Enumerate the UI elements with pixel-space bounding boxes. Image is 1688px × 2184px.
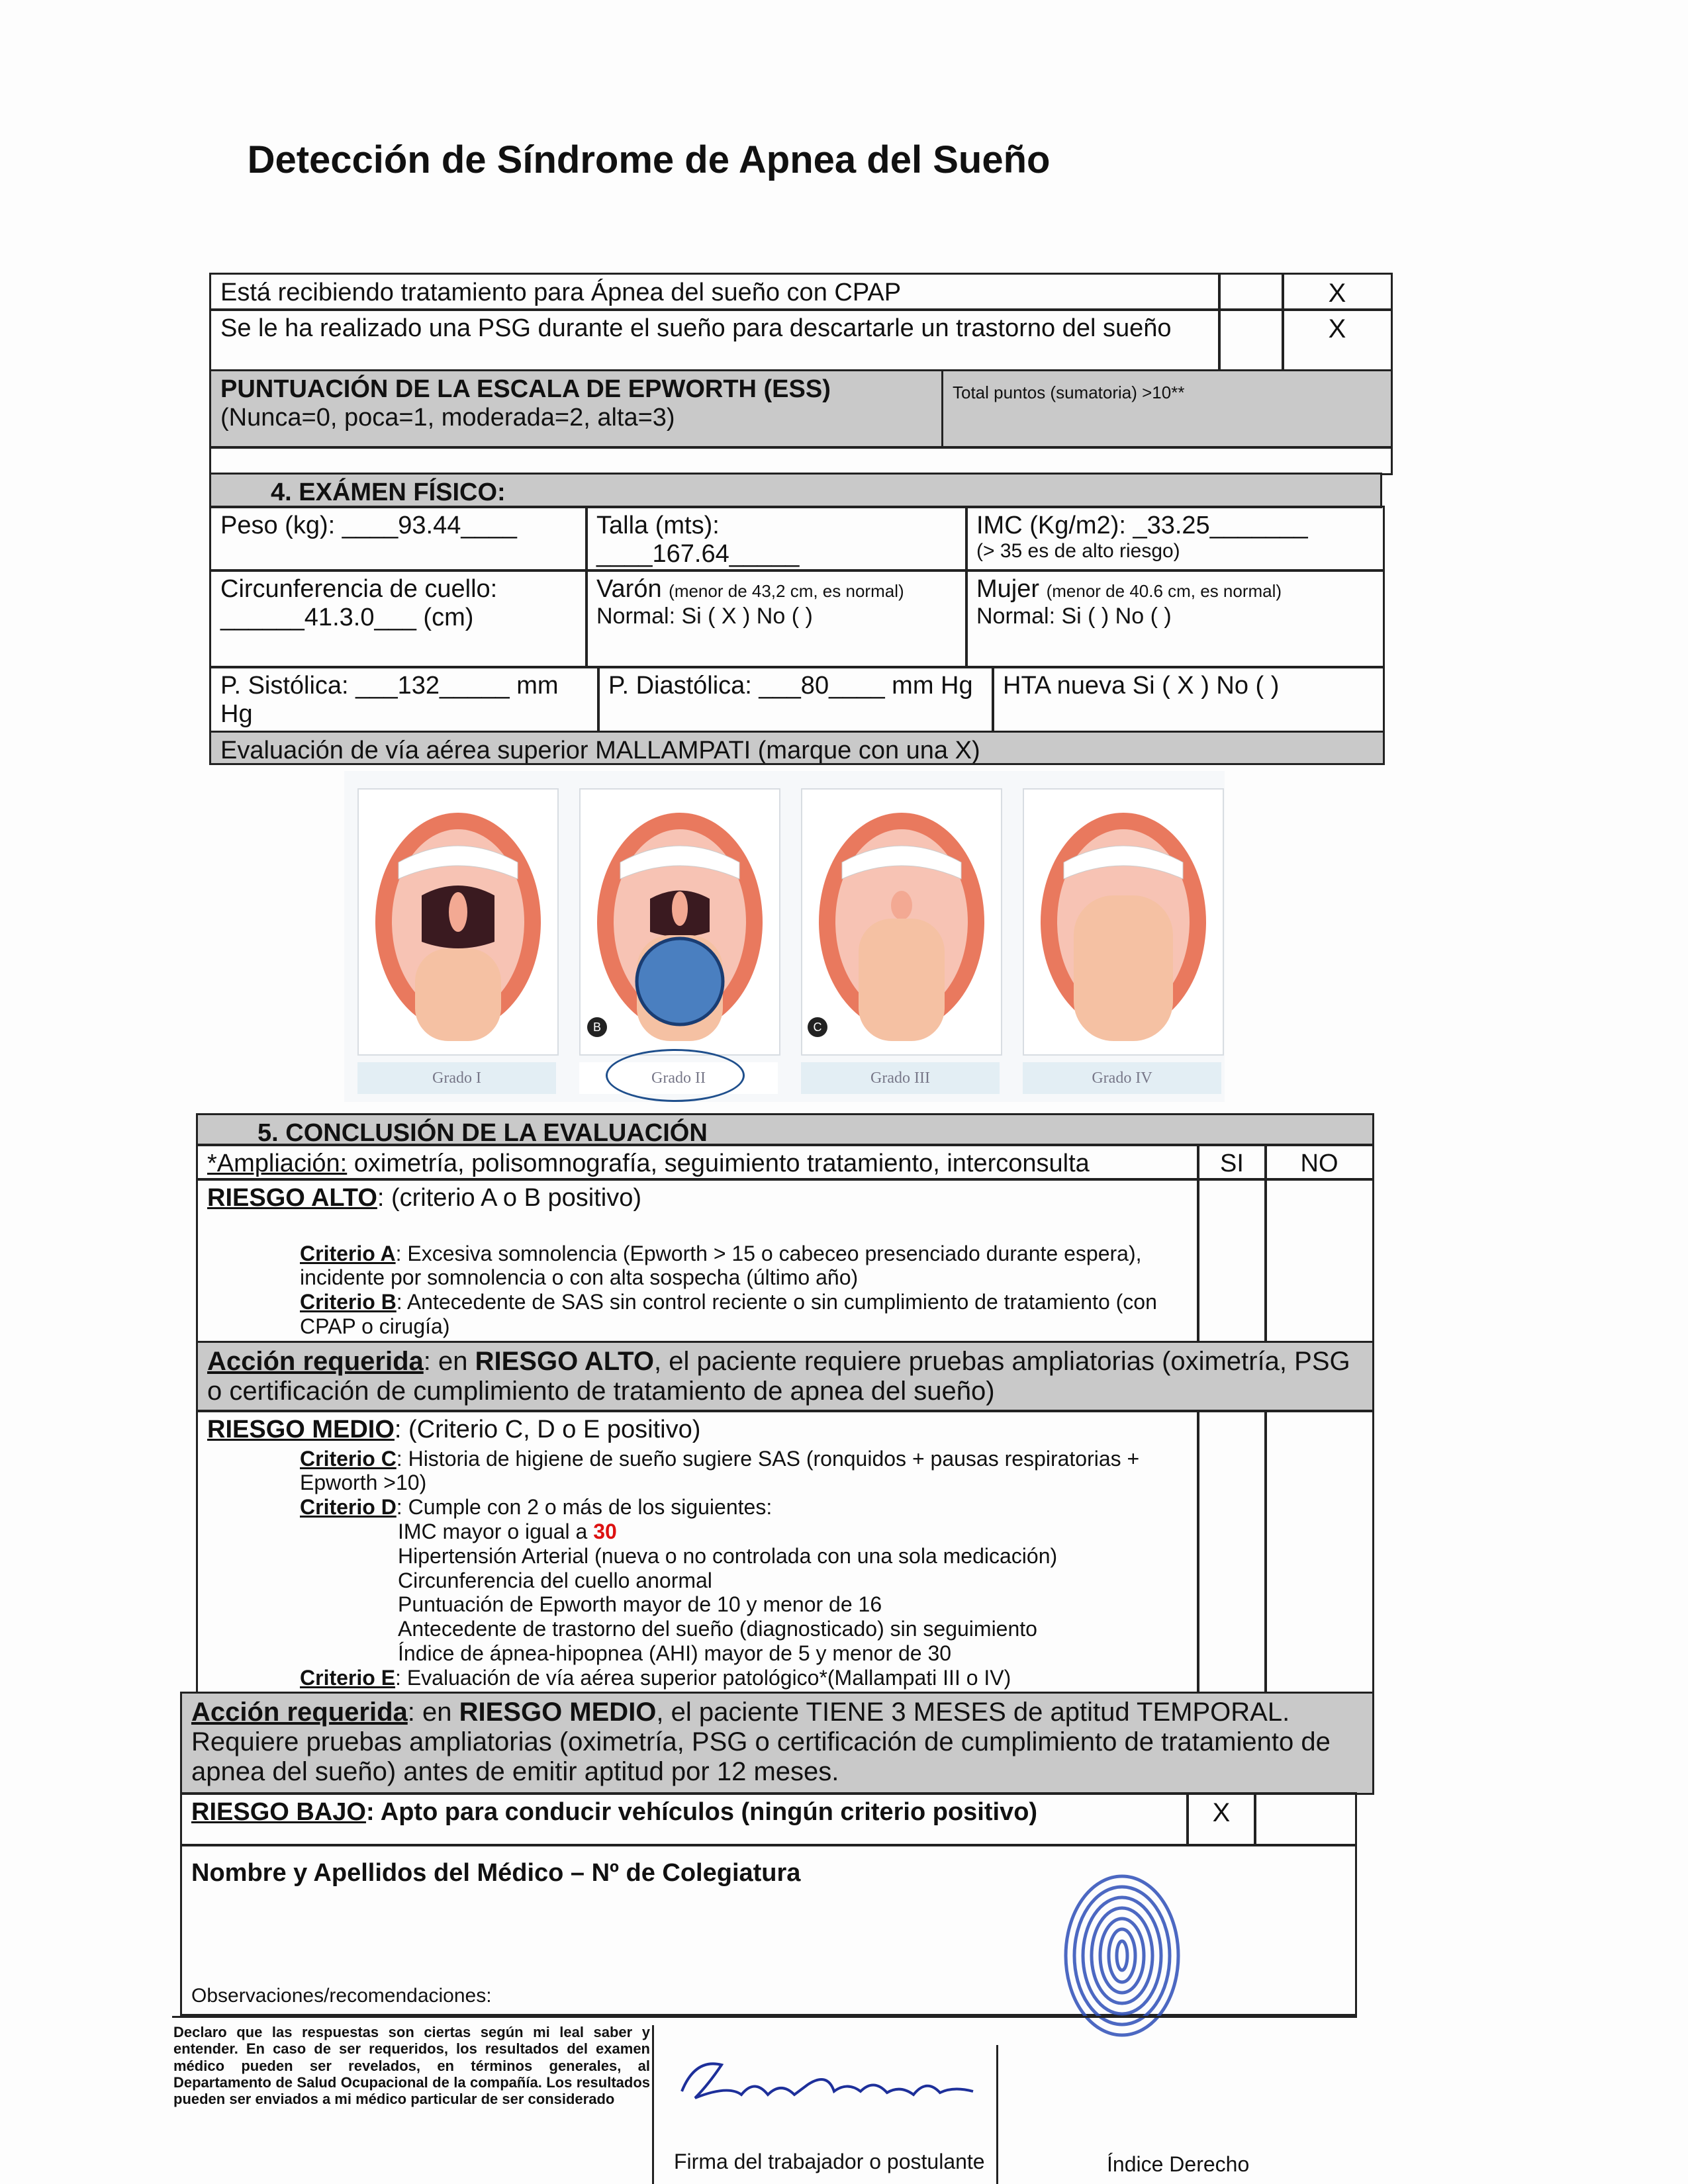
d1-value: 30	[593, 1519, 617, 1543]
alto-si-cell[interactable]	[1197, 1178, 1267, 1343]
mallampati-tile-1[interactable]	[357, 788, 559, 1056]
grade-label-4: Grado IV	[1023, 1062, 1221, 1094]
badge-c: C	[808, 1017, 827, 1037]
criterio-a-label: Criterio A	[300, 1241, 396, 1265]
riesgo-bajo-text: : Apto para conducir vehículos (ningún criterio positivo)	[365, 1798, 1038, 1826]
ampliacion-text: oximetría, polisomnografía, seguimiento tratamiento, interconsulta	[347, 1150, 1090, 1177]
criterio-b-label: Criterio B	[300, 1290, 397, 1314]
si-header: SI	[1197, 1144, 1267, 1181]
indice-label: Índice Derecho	[1107, 2152, 1250, 2176]
peso-field[interactable]: Peso (kg): ____93.44____	[220, 512, 517, 539]
mouth-grade-4-icon	[1024, 790, 1223, 1054]
riesgo-bajo-label: RIESGO BAJO	[191, 1798, 366, 1826]
imc-note: (> 35 es de alto riesgo)	[976, 539, 1180, 562]
accion-alto-bold: RIESGO ALTO	[475, 1347, 654, 1376]
criterio-a-text: : Excesiva somnolencia (Epworth > 15 o cabeceo presenciado durante espera), incidente por somnolencia o con alta sospecha (último año)	[300, 1241, 1142, 1290]
signature-icon[interactable]	[669, 2045, 1000, 2118]
psg-col-si[interactable]	[1218, 308, 1284, 372]
d3-item: Circunferencia del cuello anormal	[398, 1568, 712, 1592]
ampliacion-row	[196, 1144, 1199, 1181]
alto-no-cell[interactable]	[1264, 1178, 1374, 1343]
riesgo-medio-text: : (Criterio C, D o E positivo)	[394, 1416, 701, 1443]
criterio-e-text: : Evaluación de vía aérea superior patológico*(Mallampati III o IV)	[395, 1665, 1011, 1690]
grade-label-3: Grado III	[801, 1062, 1000, 1094]
d2-item: Hipertensión Arterial (nueva o no controlada con una sola medicación)	[398, 1543, 1058, 1568]
epworth-header	[209, 369, 944, 449]
exam-heading: 4. EXÁMEN FÍSICO:	[209, 473, 1382, 508]
medio-si-cell[interactable]	[1197, 1410, 1267, 1694]
sistolica-field[interactable]: P. Sistólica: ___132_____ mm Hg	[209, 666, 600, 733]
d4-item: Puntuación de Epworth mayor de 10 y menor de 16	[398, 1592, 882, 1617]
riesgo-medio-label: RIESGO MEDIO	[207, 1416, 395, 1443]
mujer-cell	[965, 569, 1385, 668]
observaciones-label: Observaciones/recomendaciones:	[191, 1985, 492, 2007]
d6-item: Índice de ápnea-hipopnea (AHI) mayor de 5 y menor de 30	[398, 1641, 952, 1665]
psg-question: Se le ha realizado una PSG durante el sueño para descartarle un trastorno del sueño	[209, 308, 1221, 372]
criterio-c-text: : Historia de higiene de sueño sugiere SAS (ronquidos + pausas respiratorias + Epworth >10)	[300, 1446, 1140, 1495]
accion-alto	[196, 1341, 1374, 1412]
cuello-label: Circunferencia de cuello:	[220, 575, 498, 603]
imc-field[interactable]: IMC (Kg/m2): _33.25_______	[976, 512, 1308, 539]
mallampati-heading: Evaluación de vía aérea superior MALLAMPATI (marque con una X)	[209, 731, 1385, 765]
varon-cell	[585, 569, 968, 668]
accion-medio-text1: : en	[407, 1698, 459, 1727]
ampliacion-label: *Ampliación:	[207, 1150, 348, 1177]
mallampati-tile-4[interactable]	[1023, 788, 1224, 1056]
badge-b: B	[587, 1017, 607, 1037]
varon-label: Varón	[596, 575, 662, 603]
psg-mark[interactable]: X	[1282, 308, 1393, 372]
varon-normal[interactable]: Normal: Si ( X ) No ( )	[596, 603, 813, 629]
mouth-grade-1-icon	[359, 790, 557, 1054]
mallampati-tile-2[interactable]	[579, 788, 780, 1056]
grade-2-text: Grado II	[651, 1069, 706, 1087]
criterio-d-label: Criterio D	[300, 1495, 397, 1520]
accion-medio-bold: RIESGO MEDIO	[459, 1698, 657, 1727]
mouth-grade-3-icon	[802, 790, 1001, 1054]
talla-cell	[585, 506, 968, 572]
grade-2-selection-circle	[606, 1049, 745, 1102]
criterio-c-label: Criterio C	[300, 1446, 397, 1471]
riesgo-alto-block	[196, 1178, 1199, 1343]
talla-field[interactable]: ____167.64_____	[596, 539, 800, 568]
cuello-field[interactable]: ______41.3.0___ (cm)	[220, 603, 474, 631]
peso-cell	[209, 506, 588, 572]
accion-medio	[180, 1692, 1374, 1795]
talla-label: Talla (mts):	[596, 512, 720, 539]
mujer-normal[interactable]: Normal: Si ( ) No ( )	[976, 603, 1172, 629]
accion-medio-text2: , el paciente TIENE 3 MESES de aptitud TEMPORAL. Requiere pruebas ampliatorias (oximetría, PSG o certificación de cumplimiento de tratamiento de apnea del sueño) antes de emitir aptitud por 12 meses.	[191, 1698, 1331, 1786]
hta-field[interactable]: HTA nueva Si ( X ) No ( )	[992, 666, 1385, 733]
epworth-blank-row	[209, 446, 1393, 475]
mujer-note: (menor de 40.6 cm, es normal)	[1046, 581, 1282, 601]
epworth-total: Total puntos (sumatoria) >10**	[941, 369, 1393, 449]
medico-label: Nombre y Apellidos del Médico – Nº de Colegiatura	[191, 1859, 801, 1887]
criterio-b-text: : Antecedente de SAS sin control reciente o sin cumplimiento de tratamiento (con CPAP o cirugía)	[300, 1290, 1157, 1338]
mallampati-figure	[344, 771, 1225, 1102]
no-header: NO	[1264, 1144, 1374, 1181]
mouth-grade-2-icon	[581, 790, 779, 1054]
epworth-heading: PUNTUACIÓN DE LA ESCALA DE EPWORTH (ESS)	[220, 375, 831, 403]
riesgo-alto-label: RIESGO ALTO	[207, 1184, 377, 1212]
diastolica-field[interactable]: P. Diastólica: ___80____ mm Hg	[597, 666, 994, 733]
riesgo-alto-text: : (criterio A o B positivo)	[377, 1184, 642, 1212]
divider	[652, 2025, 654, 2184]
accion-alto-text2: , el paciente requiere pruebas ampliatorias (oximetría, PSG o certificación de cumplimiento de tratamiento de apnea del sueño)	[207, 1347, 1350, 1406]
grade-label-1: Grado I	[357, 1062, 556, 1094]
riesgo-medio-block	[196, 1410, 1199, 1694]
accion-alto-text1: : en	[423, 1347, 475, 1376]
declaracion-text: Declaro que las respuestas son ciertas según mi leal saber y entender. En caso de ser requeridos, los resultados del examen médico pueden ser revelados, en términos generales, al Departamento de Salud Ocupacional de la compañía. Los resultados pueden ser enviados a mi médico particular de ser considerado	[173, 2024, 650, 2108]
conclusion-heading: 5. CONCLUSIÓN DE LA EVALUACIÓN	[196, 1113, 1374, 1146]
mallampati-tile-3[interactable]	[801, 788, 1002, 1056]
mujer-label: Mujer	[976, 575, 1040, 603]
criterio-d-text: : Cumple con 2 o más de los siguientes:	[396, 1495, 773, 1520]
accion-alto-label: Acción requerida	[207, 1347, 424, 1376]
page-title: Detección de Síndrome de Apnea del Sueño	[247, 138, 1051, 181]
medio-no-cell[interactable]	[1264, 1410, 1374, 1694]
varon-note: (menor de 43,2 cm, es normal)	[669, 581, 904, 601]
criterio-e-label: Criterio E	[300, 1665, 396, 1690]
accion-medio-label: Acción requerida	[191, 1698, 408, 1727]
cuello-cell	[209, 569, 588, 668]
cpap-mark[interactable]: X	[1282, 273, 1393, 311]
cpap-question: Está recibiendo tratamiento para Ápnea del sueño con CPAP	[209, 273, 1221, 311]
bajo-no-cell[interactable]	[1254, 1792, 1357, 1846]
riesgo-bajo-row	[180, 1792, 1189, 1846]
firma-label: Firma del trabajador o postulante	[674, 2150, 985, 2173]
bajo-si-mark[interactable]: X	[1186, 1792, 1256, 1846]
d5-item: Antecedente de trastorno del sueño (diagnosticado) sin seguimiento	[398, 1617, 1037, 1641]
epworth-scale: (Nunca=0, poca=1, moderada=2, alta=3)	[220, 403, 675, 432]
d1-text: IMC mayor o igual a	[398, 1519, 594, 1543]
imc-cell	[965, 506, 1385, 572]
cpap-col-si[interactable]	[1218, 273, 1284, 311]
